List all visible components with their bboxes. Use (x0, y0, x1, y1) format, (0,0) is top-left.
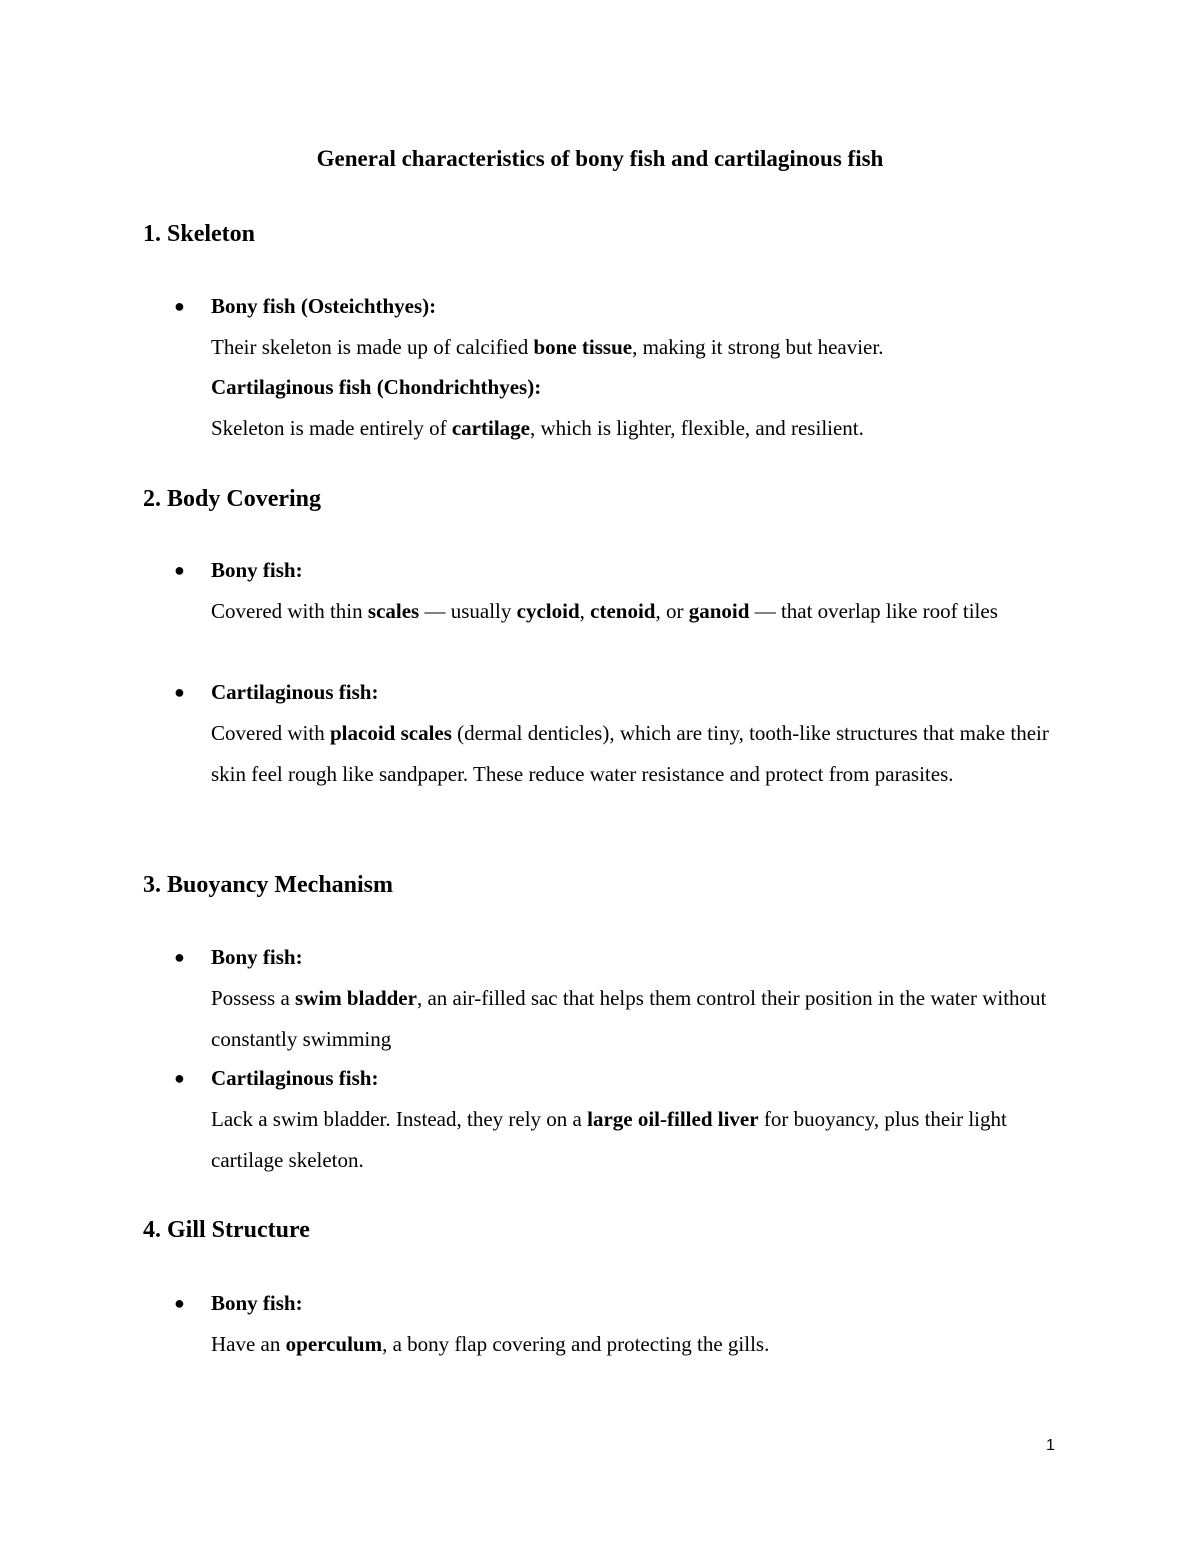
list-item (174, 286, 1071, 368)
item-body (211, 1324, 1071, 1365)
text-run: , an air-filled sac that helps them control their position in the water without constantly swimming (211, 986, 1047, 1051)
text-run: , or (655, 599, 689, 623)
section-heading-body-covering: 2. Body Covering (143, 486, 322, 512)
section-heading-skeleton: 1. Skeleton (143, 221, 256, 247)
text-run: , a bony flap covering and protecting the gills. (382, 1332, 770, 1356)
text-run: for buoyancy, plus their light cartilage skeleton. (211, 1107, 1007, 1172)
item-label: Cartilaginous fish (Chondrichthyes): (211, 375, 542, 399)
text-run: , (579, 599, 591, 623)
text-run: (dermal denticles), which are tiny, tooth-like structures that make their skin feel rough like sandpaper. These reduce water resistance and protect from parasites. (211, 721, 1049, 786)
text-run: Covered with (211, 721, 330, 745)
bullet-icon: ● (174, 560, 185, 580)
item-label: Bony fish: (211, 558, 303, 582)
list-item (174, 937, 1071, 1060)
item-body (211, 408, 1071, 449)
item-body (211, 327, 1071, 368)
item-label: Bony fish: (211, 945, 303, 969)
item-label: Bony fish: (211, 1291, 303, 1315)
list-item (174, 672, 1071, 795)
bullet-icon: ● (174, 1068, 185, 1088)
item-label: Cartilaginous fish: (211, 1066, 379, 1090)
text-run: Possess a (211, 986, 296, 1010)
text-run: — usually (419, 599, 517, 623)
text-run: Their skeleton is made up of calcified (211, 335, 534, 359)
text-run: , which is lighter, flexible, and resilient. (529, 416, 864, 440)
bold-term: bone tissue (533, 335, 633, 359)
text-run: — that overlap like roof tiles (749, 599, 998, 623)
bold-term: placoid scales (329, 721, 452, 745)
item-label: Bony fish (Osteichthyes): (211, 294, 437, 318)
text-run: , making it strong but heavier. (632, 335, 884, 359)
item-body (211, 713, 1071, 795)
text-run: Have an (211, 1332, 286, 1356)
text-run: Skeleton is made entirely of (211, 416, 452, 440)
document-title: General characteristics of bony fish and cartilaginous fish (316, 146, 884, 171)
list-item (174, 1058, 1071, 1181)
bullet-icon: ● (174, 947, 185, 967)
list-item (174, 550, 1071, 632)
page-number: 1 (1046, 1437, 1055, 1454)
text-run: Covered with thin (211, 599, 368, 623)
bullet-icon: ● (174, 682, 185, 702)
bold-term: swim bladder (295, 986, 417, 1010)
item-body (211, 978, 1071, 1060)
bold-term: cartilage (451, 416, 530, 440)
bullet-icon: ● (174, 296, 185, 316)
item-body (211, 1099, 1071, 1181)
bold-term: ctenoid (590, 599, 656, 623)
section-heading-gill-structure: 4. Gill Structure (143, 1217, 310, 1243)
bold-term: scales (367, 599, 420, 623)
list-item (211, 367, 1071, 449)
bold-term: large oil-filled liver (587, 1107, 759, 1131)
section-heading-buoyancy-mechanism: 3. Buoyancy Mechanism (143, 872, 394, 898)
text-run: Lack a swim bladder. Instead, they rely on a (211, 1107, 588, 1131)
bullet-icon: ● (174, 1293, 185, 1313)
bold-term: cycloid (516, 599, 580, 623)
item-body (211, 591, 1071, 632)
bold-term: operculum (285, 1332, 383, 1356)
list-item (174, 1283, 1071, 1365)
bold-term: ganoid (688, 599, 750, 623)
item-label: Cartilaginous fish: (211, 680, 379, 704)
